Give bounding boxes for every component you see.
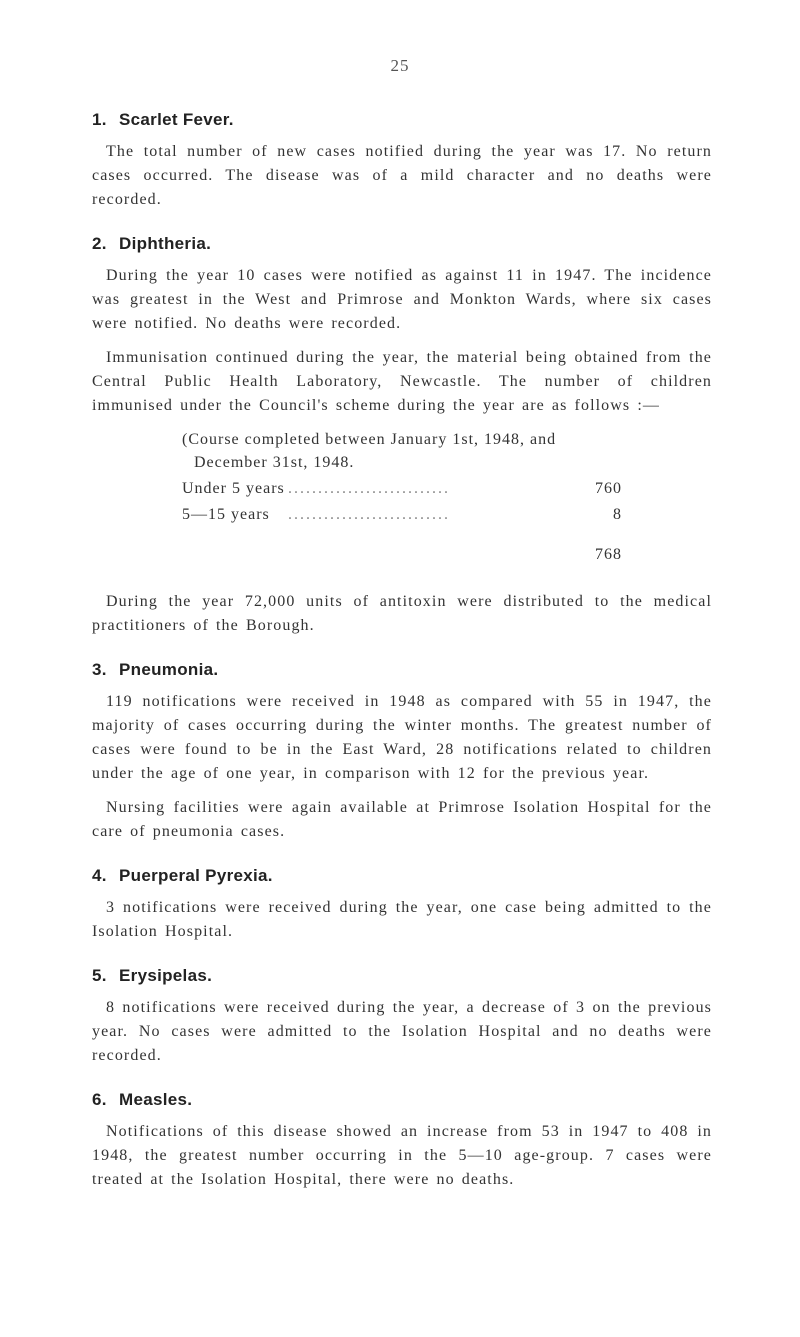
table-caption-line-1: (Course completed between January 1st, 1948, and bbox=[182, 431, 557, 448]
section-number: 5. bbox=[92, 966, 107, 985]
row-value: 760 bbox=[595, 480, 622, 497]
section-number: 2. bbox=[92, 234, 107, 253]
section-title: Scarlet Fever. bbox=[119, 110, 234, 129]
paragraph: Nursing facilities were again available at Primrose Isolation Hospital for the care of pneumonia cases. bbox=[92, 799, 712, 840]
section-title: Pneumonia. bbox=[119, 660, 219, 679]
paragraph: Notifications of this disease showed an increase from 53 in 1947 to 408 in 1948, the greatest number occurring in the 5—10 age-group. 7 cases were treated at the Isolation Hospital, there were no deaths. bbox=[92, 1123, 712, 1188]
section-measles bbox=[92, 1090, 712, 1192]
paragraph: 8 notifications were received during the year, a decrease of 3 on the previous year. No cases were admitted to the Isolation Hospital and no deaths were recorded. bbox=[92, 999, 712, 1064]
section-heading bbox=[92, 866, 712, 886]
section-heading bbox=[92, 110, 712, 130]
section-title: Puerperal Pyrexia. bbox=[119, 866, 273, 885]
section-diphtheria bbox=[92, 234, 712, 638]
table-row bbox=[182, 506, 622, 532]
paragraph: Immunisation continued during the year, the material being obtained from the Central Public Health Laboratory, Newcastle. The number of children immunised under the Council's scheme during the year are as follows :— bbox=[92, 349, 712, 414]
section-title: Measles. bbox=[119, 1090, 193, 1109]
row-value: 8 bbox=[613, 506, 622, 523]
table-row bbox=[182, 480, 622, 506]
total-value: 768 bbox=[595, 546, 622, 563]
row-label: Under 5 years bbox=[182, 480, 285, 497]
row-label: 5—15 years bbox=[182, 506, 270, 523]
section-title: Erysipelas. bbox=[119, 966, 213, 985]
section-puerperal-pyrexia bbox=[92, 866, 712, 944]
immunisation-table bbox=[92, 428, 712, 576]
row-leader-dots: ........................... bbox=[288, 506, 450, 523]
section-pneumonia bbox=[92, 660, 712, 844]
section-heading bbox=[92, 660, 712, 680]
table-caption bbox=[182, 428, 712, 474]
page-number: 25 bbox=[390, 56, 410, 75]
section-number: 3. bbox=[92, 660, 107, 679]
section-number: 4. bbox=[92, 866, 107, 885]
section-title: Diphtheria. bbox=[119, 234, 212, 253]
row-leader-dots: ........................... bbox=[288, 480, 450, 497]
paragraph: During the year 72,000 units of antitoxin were distributed to the medical practitioners of the Borough. bbox=[92, 593, 712, 634]
section-number: 6. bbox=[92, 1090, 107, 1109]
section-number: 1. bbox=[92, 110, 107, 129]
paragraph: The total number of new cases notified during the year was 17. No return cases occurred. The disease was of a mild character and no deaths were recorded. bbox=[92, 143, 712, 208]
section-erysipelas bbox=[92, 966, 712, 1068]
section-scarlet-fever bbox=[92, 110, 712, 212]
paragraph: 3 notifications were received during the year, one case being admitted to the Isolation Hospital. bbox=[92, 899, 712, 940]
paragraph: During the year 10 cases were notified as against 11 in 1947. The incidence was greatest in the West and Primrose and Monkton Wards, where six cases were notified. No deaths were recorded. bbox=[92, 267, 712, 332]
section-heading bbox=[92, 234, 712, 254]
paragraph: 119 notifications were received in 1948 as compared with 55 in 1947, the majority of cases occurring during the winter months. The greatest number of cases were found to be in the East Ward, 28 notifications related to children under the age of one year, in comparison with 12 for the previous year. bbox=[92, 693, 712, 782]
table-caption-line-2: December 31st, 1948. bbox=[194, 454, 355, 471]
table-total bbox=[182, 546, 622, 576]
section-heading bbox=[92, 1090, 712, 1110]
section-heading bbox=[92, 966, 712, 986]
report-content bbox=[92, 110, 712, 1214]
